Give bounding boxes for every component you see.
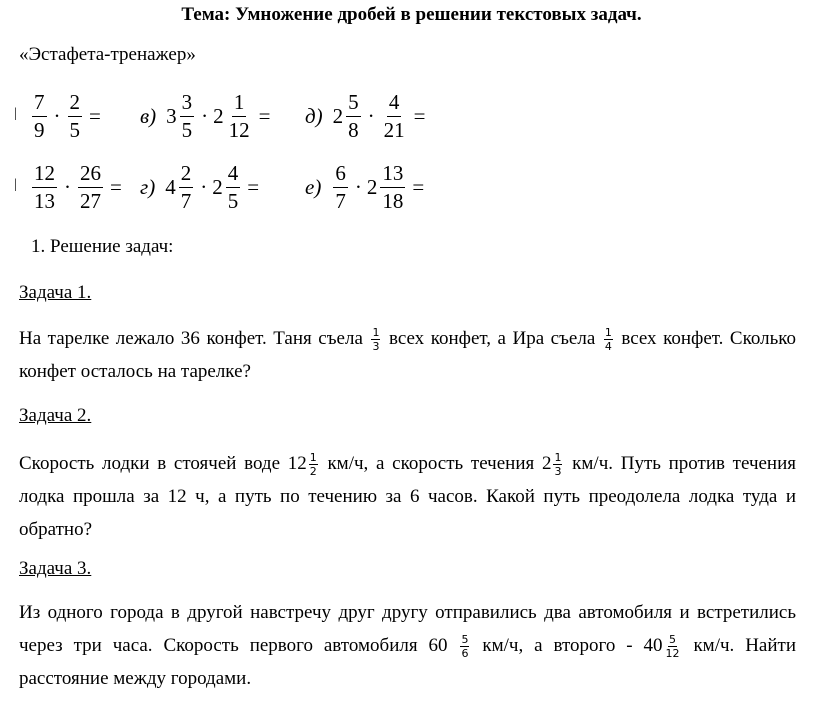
- fraction: $\frac{1}{4}$: [604, 325, 612, 354]
- fraction: $\frac{5}{6}$: [461, 632, 469, 661]
- exercise-label: д): [305, 103, 323, 128]
- fraction: $\frac{7}{9}$: [34, 89, 45, 142]
- fraction: $\frac{3}{5}$: [181, 89, 193, 142]
- exercise-label: г): [140, 174, 156, 199]
- task-2-heading: Задача 2.: [19, 405, 92, 426]
- exercise-g: г) 4 $\frac{2}{7}$ · 2 $\frac{4}{5}$ =: [140, 160, 260, 213]
- task-1-text: На тарелке лежало 36 конфет. Таня съела $\frac{1}{3}$ всех конфет, а Ира съела $\frac{1}{4}$ всех конфет. Сколько конфет осталось на тарелке?: [19, 325, 797, 382]
- exercise-row-2: [0, 157, 823, 217]
- task-3-heading: Задача 3.: [19, 558, 92, 579]
- fraction: $\frac{1}{2}$: [309, 450, 317, 479]
- fraction: $\frac{4}{5}$: [227, 160, 239, 213]
- cut-marker: |: [14, 177, 17, 192]
- fraction: $\frac{5}{12}$: [665, 632, 680, 661]
- exercise-row-1: [0, 86, 823, 146]
- fraction: $\frac{6}{7}$: [335, 160, 346, 213]
- exercise-v: в) 3 $\frac{3}{5}$ · 2 $\frac{1}{12}$ =: [140, 89, 271, 142]
- exercise-e: е) $\frac{6}{7}$ · 2 $\frac{13}{18}$ =: [305, 160, 425, 213]
- fraction: $\frac{2}{7}$: [180, 160, 192, 213]
- page-title: Тема: Умножение дробей в решении текстовых задач.: [181, 4, 642, 25]
- exercise-b: $\frac{12}{13}$ · $\frac{26}{27}$ =: [34, 160, 122, 213]
- exercise-a: $\frac{7}{9}$ · $\frac{2}{5}$ =: [34, 89, 101, 142]
- task-1-heading: Задача 1.: [19, 282, 92, 303]
- task-3-text: Из одного города в другой навстречу друг другу отправились два автомобиля и встретились через три часа. Скорость первого автомобиля 60 $\frac{5}{6}$ км/ч, а второго - 40 $\frac{5}{12}$ км/ч. Найти расстояние между городами.: [19, 602, 796, 689]
- cut-marker: |: [14, 106, 17, 121]
- fraction: $\frac{13}{18}$: [382, 160, 404, 213]
- fraction: $\frac{12}{13}$: [34, 160, 55, 213]
- fraction: $\frac{1}{3}$: [554, 450, 562, 479]
- exercise-label: в): [140, 103, 157, 128]
- list-item-tasks: 1. Решение задач:: [31, 236, 174, 257]
- subtitle: «Эстафета-тренажер»: [19, 44, 196, 65]
- fraction: $\frac{1}{3}$: [372, 325, 380, 354]
- fraction: $\frac{1}{12}$: [228, 89, 250, 142]
- fraction: $\frac{4}{21}$: [383, 89, 405, 142]
- fraction: $\frac{26}{27}$: [80, 160, 101, 213]
- fraction: $\frac{5}{8}$: [348, 89, 359, 142]
- fraction: $\frac{2}{5}$: [69, 89, 80, 142]
- task-2-text: Скорость лодки в стоячей воде 12 $\frac{1}{2}$ км/ч, а скорость течения 2 $\frac{1}{3}$ км/ч. Путь против течения лодка прошла за 12 ч, а путь по течению за 6 часов. Какой путь преодолела лодка туда и обратно?: [19, 450, 797, 540]
- exercise-label: е): [305, 174, 322, 199]
- exercise-d: д) 2 $\frac{5}{8}$ · $\frac{4}{21}$ =: [305, 89, 426, 142]
